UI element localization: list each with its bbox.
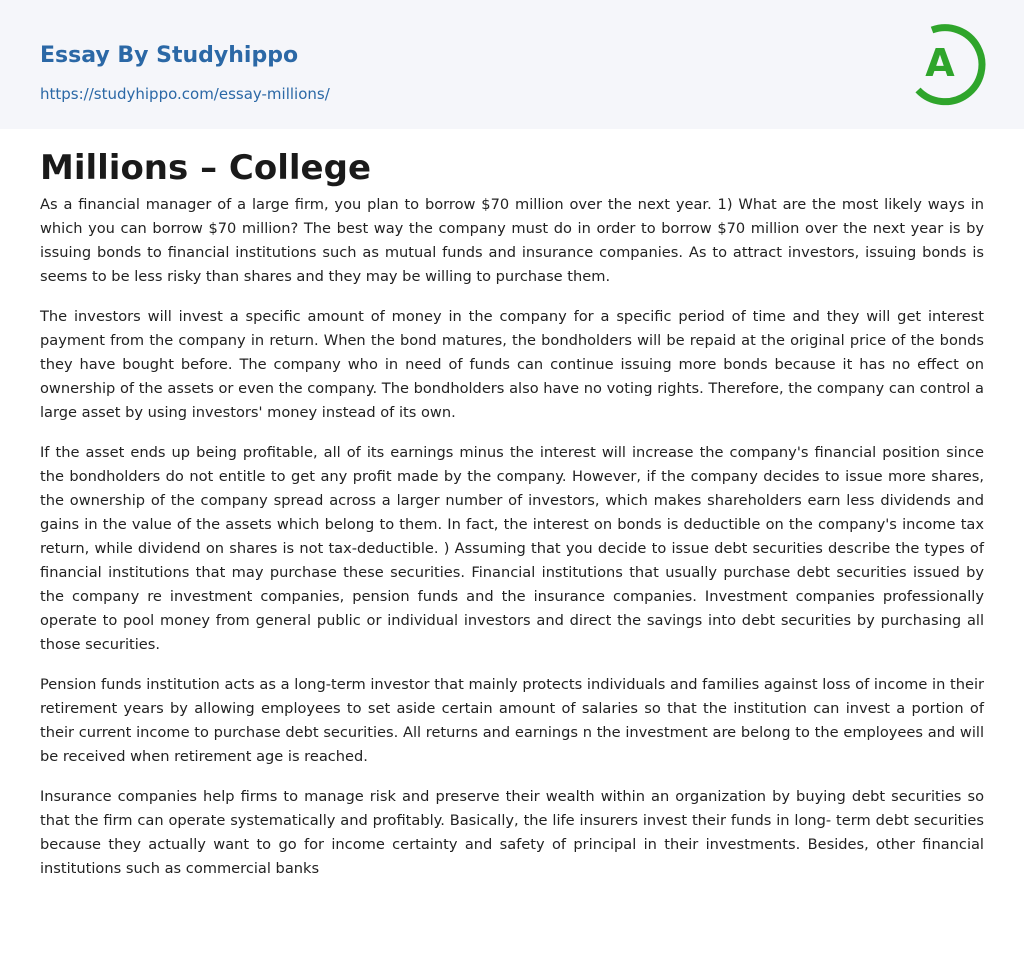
logo-letter: A (925, 41, 955, 85)
site-header (0, 0, 1024, 129)
studyhippo-logo-icon[interactable] (910, 18, 988, 106)
brand-title[interactable]: Essay By Studyhippo (40, 43, 299, 68)
essay-paragraph-5: Insurance companies help firms to manage risk and preserve their wealth within an organization by buying debt securities so that the firm can operate systematically and profitably. Basically, the life insurers invest their funds in long- term debt securities because they actually want to go for income certainty and safety of principal in their investments. Besides, other financial institutions such as commercial banks (40, 788, 984, 877)
essay-paragraph-2: The investors will invest a specific amount of money in the company for a specific period of time and they will get interest payment from the company in return. When the bond matures, the bondholders will be repaid at the original price of the bonds they have bought before. The company who in need of funds can continue issuing more bonds because it has no effect on ownership of the assets or even the company. The bondholders also have no voting rights. Therefore, the company can control a large asset by using investors' money instead of its own. (40, 308, 984, 421)
essay-content (0, 147, 1024, 881)
page-title: Millions – College (40, 148, 372, 188)
essay-paragraph-3: If the asset ends up being profitable, all of its earnings minus the interest will increase the company's financial position since the bondholders do not entitle to get any profit made by the company. However, if the company decides to issue more shares, the ownership of the company spread across a larger number of investors, which makes shareholders earn less dividends and gains in the value of the assets which belong to them. In fact, the interest on bonds is deductible on the company's income tax return, while dividend on shares is not tax-deductible. ) Assuming that you decide to issue debt securities describe the types of financial institutions that may purchase these securities. Financial institutions that usually purchase debt securities issued by the company re investment companies, pension funds and the insurance companies. Investment companies professionally operate to pool money from general public or individual investors and direct the savings into debt securities by purchasing all those securities. (40, 444, 984, 653)
essay-paragraph-1: As a financial manager of a large firm, you plan to borrow $70 million over the next year. 1) What are the most likely ways in which you can borrow $70 million? The best way the company must do in order to borrow $70 million over the next year is by issuing bonds to financial institutions such as mutual funds and insurance companies. As to attract investors, issuing bonds is seems to be less risky than shares and they may be willing to purchase them. (40, 196, 984, 285)
essay-paragraph-4: Pension funds institution acts as a long-term investor that mainly protects individuals and families against loss of income in their retirement years by allowing employees to set aside certain amount of salaries so that the institution can invest a portion of their current income to purchase debt securities. All returns and earnings n the investment are belong to the employees and will be received when retirement age is reached. (40, 676, 984, 765)
essay-url-link[interactable]: https://studyhippo.com/essay-millions/ (40, 85, 330, 103)
